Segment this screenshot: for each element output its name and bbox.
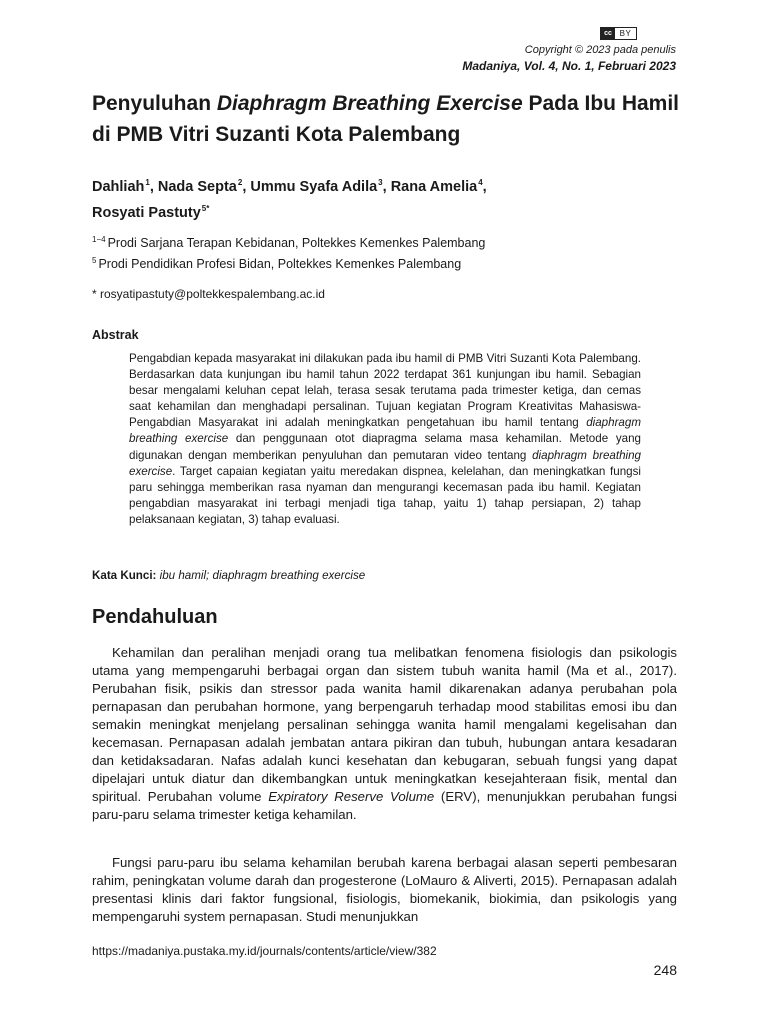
creative-commons-icon: cc <box>601 28 615 39</box>
title-part-2-italic: Diaphragm Breathing Exercise <box>216 92 523 115</box>
author-affiliation-marker: 1 <box>145 178 150 187</box>
abstract-heading: Abstrak <box>92 328 139 342</box>
title-part-1: Penyuluhan <box>92 92 217 115</box>
author-name: Rana Amelia <box>390 178 478 195</box>
journal-header <box>462 42 676 74</box>
affiliation-text: Prodi Sarjana Terapan Kebidanan, Poltekkes Kemenkes Palembang <box>107 236 486 251</box>
copyright-notice: Copyright © 2023 pada penulis <box>524 44 676 56</box>
page-number: 248 <box>653 962 677 978</box>
journal-citation <box>462 58 676 74</box>
body-paragraph: Fungsi paru-paru ibu selama kehamilan berubah karena berbagai alasan seperti pembesaran rahim, peningkatan volume darah dan progesterone (LoMauro & Aliverti, 2015). Pernapasan adalah presentasi klinis dari faktor fungsional, fisiologis, biomekanik, biokimia, dan psikologis yang mempengaruhi system pernapasan. Studi menunjukkan <box>92 855 677 924</box>
affiliation-text: Prodi Pendidikan Profesi Bidan, Poltekkes Kemenkes Palembang <box>98 257 462 272</box>
author-list: Dahliah$^1$, Nada Septa$^2$, Ummu Syafa Adila$^3$, Rana Amelia$^4$, Rosyati Pastuty$^{5*}$ <box>92 178 487 221</box>
journal-volume: Vol. 4, No. 1, Februari 2023 <box>523 59 676 73</box>
keywords <box>92 568 365 584</box>
body-paragraph: Kehamilan dan peralihan menjadi orang tua melibatkan fenomena fisiologis dan psikologis utama yang mempengaruhi berbagai organ dan sistem tubuh wanita hamil (Ma et al., 2017). Perubahan fisik, psikis dan stressor pada wanita hamil dikarenakan adanya perubahan pola pernapasan dan perubahan hormone, yang berpengaruh terhadap mood stabilitas emosi ibu dan semakin meningkat menjelang persalinan sehingga wanita hamil mengalami kegelisahan dan kecemasan. Pernapasan adalah jembatan antara pikiran dan tubuh, hubungan antara kesadaran dan ketidaksadaran. Nafas adalah kunci kesehatan dan kebugaran, sebuah fungsi yang dapat dipelajari untuk diatur dan dikembangkan untuk meningkatkan kesejahteraan fisik, mental dan spiritual. Perubahan volume Expiratory Reserve Volume (ERV), menunjukkan perubahan fungsi paru-paru selama trimester ketiga kehamilan. <box>92 645 677 822</box>
keywords-label: Kata Kunci: <box>92 569 157 582</box>
title-part-3: Pada Ibu Hamil di PMB Vitri Suzanti Kota Palembang <box>92 92 680 146</box>
author-affiliation-marker: 3 <box>378 178 383 187</box>
paper-title <box>92 88 682 150</box>
author-affiliation-marker: 4 <box>478 178 483 187</box>
affiliation-marker: 5 <box>92 256 97 266</box>
affiliation-item <box>92 231 485 252</box>
journal-name: Madaniya, <box>462 59 521 73</box>
author-affiliation-marker: 5* <box>201 203 210 213</box>
corresponding-email[interactable]: * rosyatipastuty@poltekkespalembang.ac.id <box>92 287 325 301</box>
affiliation-list <box>92 231 485 273</box>
cc-by-license-badge <box>600 27 637 40</box>
author-name: Rosyati Pastuty <box>92 204 201 221</box>
keywords-value: ibu hamil; diaphragm breathing exercise <box>159 569 366 582</box>
author-name: Ummu Syafa Adila <box>250 178 378 195</box>
author-name: Nada Septa <box>157 178 237 195</box>
author-name: Dahliah <box>92 178 145 195</box>
cc-by-label: BY <box>619 29 632 38</box>
author-affiliation-marker: 2 <box>237 178 243 187</box>
abstract-body: Pengabdian kepada masyarakat ini dilakukan pada ibu hamil di PMB Vitri Suzanti Kota Palembang. Berdasarkan data kunjungan ibu hamil tahun 2022 terdapat 361 kunjungan ibu hamil. Sebagian besar mengalami keluhan cepat lelah, terasa sesak terutama pada trimester ketiga, dan cemas saat kehamilan dan menghadapi persalinan. Tujuan kegiatan Program Kreativitas Mahasiswa-Pengabdian Masyarakat ini adalah meningkatkan pengetahuan ibu hamil tentang diaphragm breathing exercise dan penggunaan otot diapragma selama masa kehamilan. Metode yang digunakan dengan memberikan penyuluhan dan pemutaran video tentang diaphragm breathing exercise. Target capaian kegiatan yaitu meredakan dispnea, kelelahan, dan meningkatkan fungsi paru sehingga memberikan rasa nyaman dan mengurangi kecemasan pada ibu hamil. Kegiatan pengabdian masyarakat ini terbagi menjadi tiga tahap, yaitu 1) tahap persiapan, 2) tahap pelaksanaan kegiatan, 3) tahap evaluasi. <box>129 352 641 526</box>
affiliation-item <box>92 252 485 273</box>
section-heading-pendahuluan: Pendahuluan <box>92 606 218 628</box>
affiliation-marker: 1−4 <box>92 235 106 244</box>
article-url-link[interactable]: https://madaniya.pustaka.my.id/journals/contents/article/view/382 <box>92 944 437 958</box>
